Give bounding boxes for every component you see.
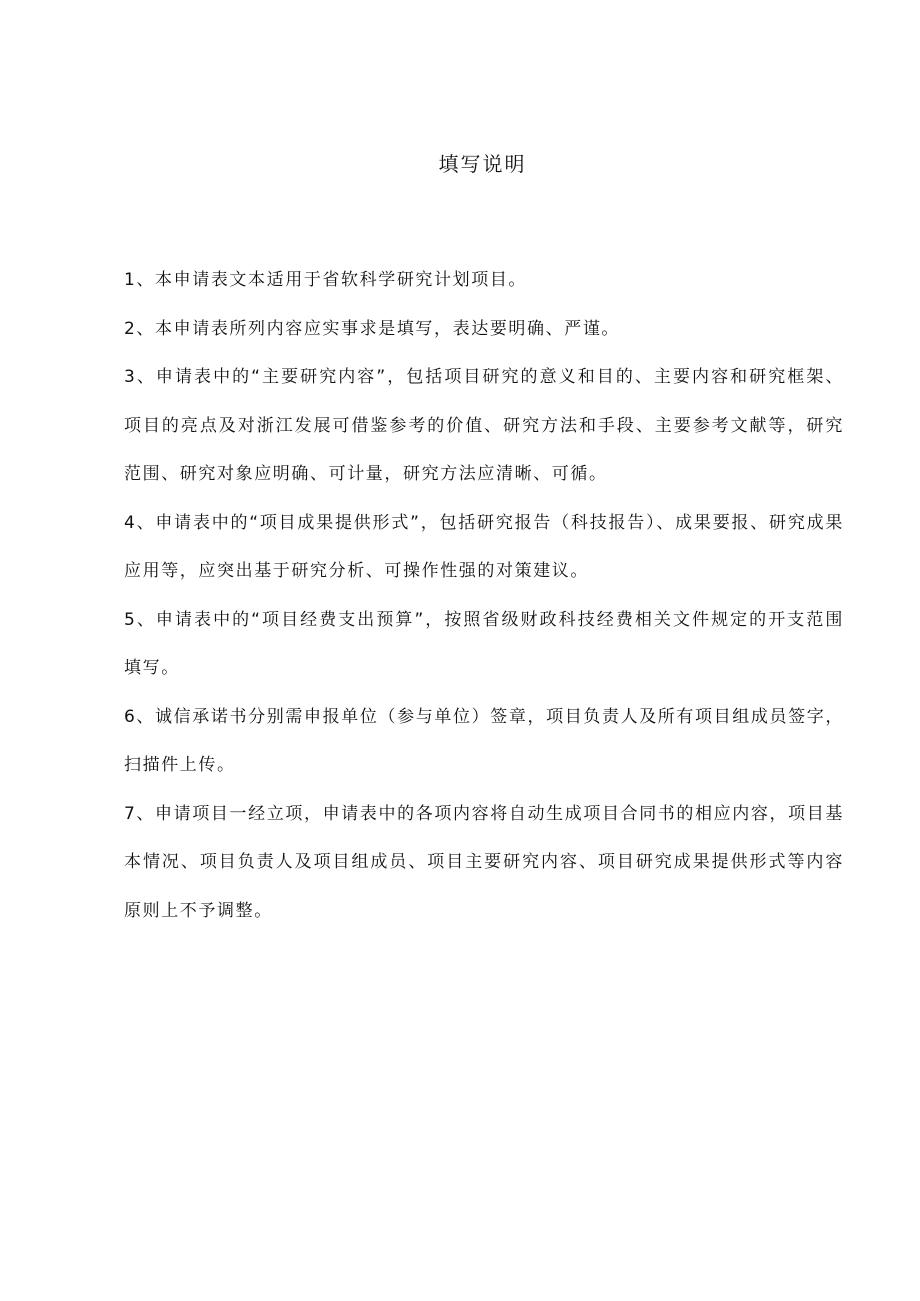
- instruction-item-7: 7、申请项目一经立项，申请表中的各项内容将自动生成项目合同书的相应内容，项目基本情况、项目负责人及项目组成员、项目主要研究内容、项目研究成果提供形式等内容原则上不予调整。: [124, 803, 844, 921]
- instruction-item-3: 3、申请表中的“主要研究内容”，包括项目研究的意义和目的、主要内容和研究框架、项目的亮点及对浙江发展可借鉴参考的价值、研究方法和手段、主要参考文献等，研究范围、研究对象应明确、可计量，研究方法应清晰、可循。: [124, 367, 844, 484]
- instruction-list: [124, 256, 844, 935]
- instruction-item-4: 4、申请表中的“项目成果提供形式”，包括研究报告（科技报告）、成果要报、研究成果应用等，应突出基于研究分析、可操作性强的对策建议。: [124, 512, 844, 581]
- instruction-item-5: 5、申请表中的“项目经费支出预算”，按照省级财政科技经费相关文件规定的开支范围填写。: [124, 609, 844, 678]
- page-title: 填写说明: [438, 152, 527, 176]
- instruction-item-1: 1、本申请表文本适用于省软科学研究计划项目。: [124, 270, 528, 290]
- instruction-item-2: 2、本申请表所列内容应实事求是填写，表达要明确、严谨。: [124, 318, 621, 339]
- instruction-item-6: 6、诚信承诺书分别需申报单位（参与单位）签章，项目负责人及所有项目组成员签字，扫描件上传。: [124, 706, 844, 775]
